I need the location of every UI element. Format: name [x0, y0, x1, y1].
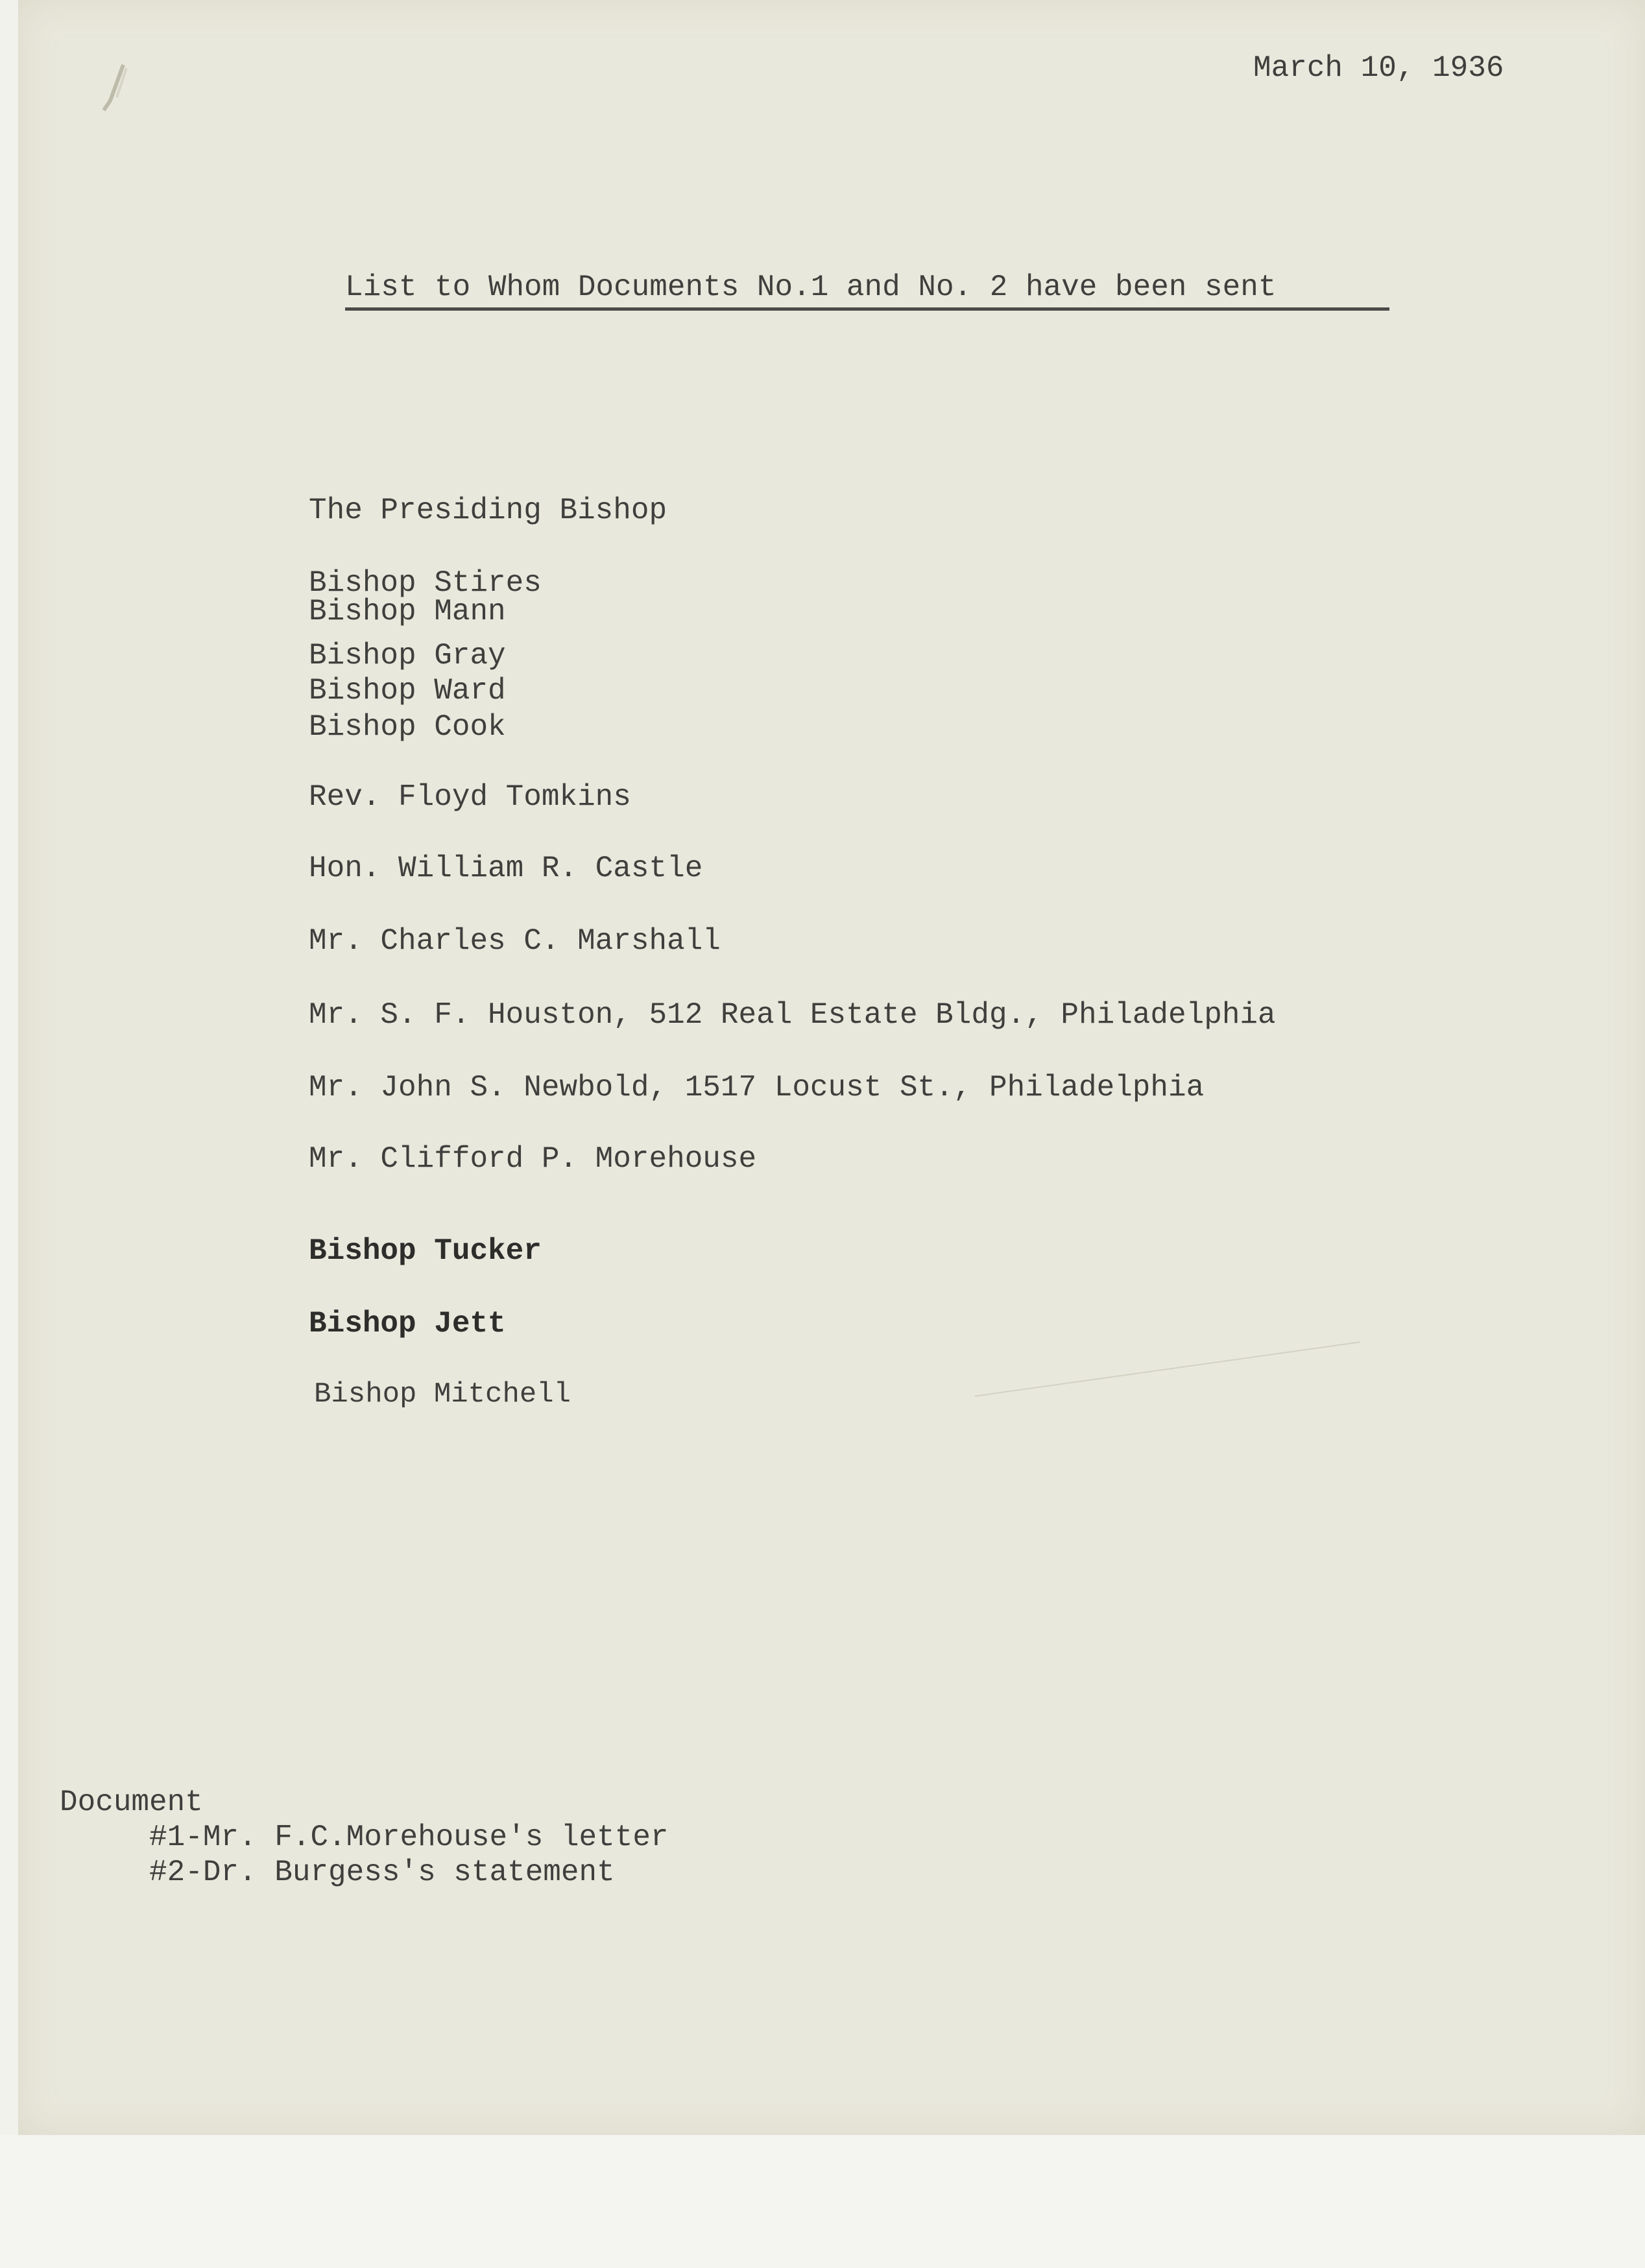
recipient-clifford-morehouse: Mr. Clifford P. Morehouse — [309, 1142, 757, 1176]
recipient-floyd-tomkins: Rev. Floyd Tomkins — [309, 780, 631, 814]
recipient-william-castle: Hon. William R. Castle — [309, 852, 703, 885]
recipient-john-newbold: Mr. John S. Newbold, 1517 Locust St., Philadelphia — [309, 1071, 1205, 1104]
recipient-bishop-mitchell: Bishop Mitchell — [314, 1378, 571, 1411]
letter-date: March 10, 1936 — [1253, 51, 1504, 85]
paper-left-edge — [0, 0, 18, 2135]
recipient-bishop-stires: Bishop Stires — [309, 566, 542, 600]
recipient-bishop-jett: Bishop Jett — [309, 1307, 506, 1341]
document-item-1: #1-Mr. F.C.Morehouse's letter — [149, 1820, 669, 1854]
recipient-sf-houston: Mr. S. F. Houston, 512 Real Estate Bldg., Philadelphia — [309, 998, 1276, 1032]
typed-letter-page — [18, 0, 1645, 2135]
page-title: List to Whom Documents No.1 and No. 2 have been sent — [345, 270, 1277, 304]
recipient-bishop-ward: Bishop Ward — [309, 674, 506, 708]
recipient-bishop-cook: Bishop Cook — [309, 710, 506, 744]
recipient-bishop-tucker: Bishop Tucker — [309, 1234, 542, 1268]
document-item-2: #2-Dr. Burgess's statement — [149, 1856, 615, 1889]
recipient-bishop-gray: Bishop Gray — [309, 639, 506, 673]
recipient-presiding-bishop: The Presiding Bishop — [309, 494, 667, 527]
staple-mark-icon — [97, 62, 136, 113]
documents-heading: Document — [60, 1785, 203, 1819]
title-underline — [345, 307, 1389, 311]
recipient-charles-marshall: Mr. Charles C. Marshall — [309, 924, 721, 958]
scanner-bed-margin — [0, 2135, 1645, 2268]
recipient-bishop-mann: Bishop Mann — [309, 595, 506, 628]
